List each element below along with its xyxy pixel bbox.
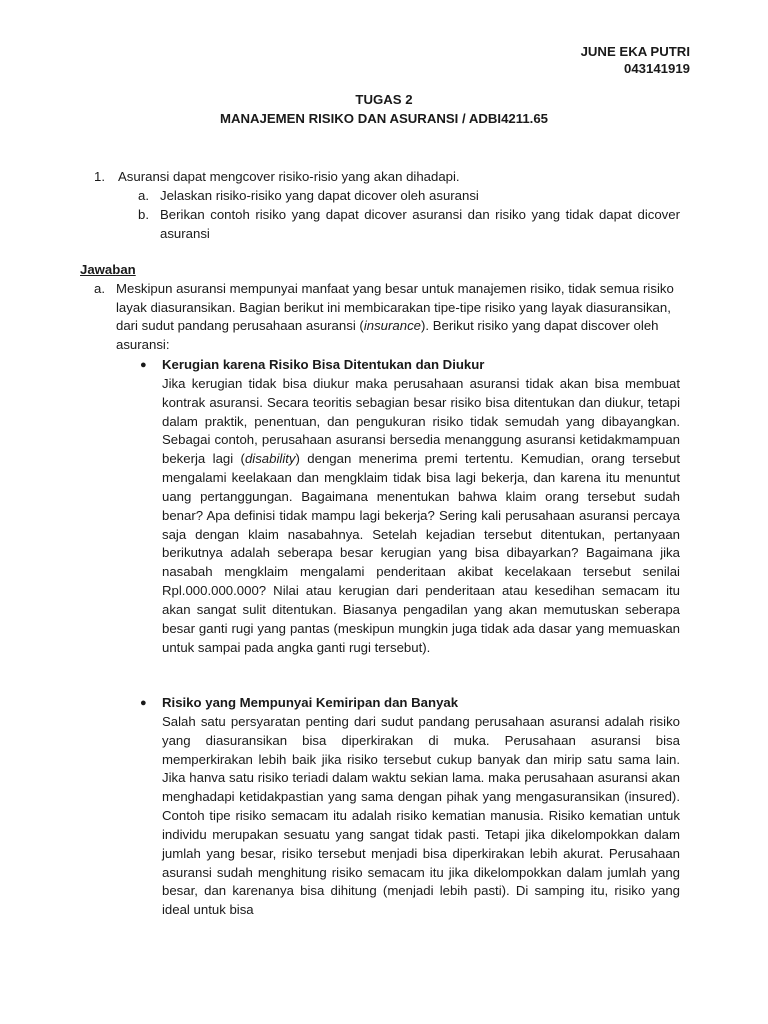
- question-number: 1.: [94, 169, 105, 184]
- student-id: 043141919: [623, 61, 690, 76]
- bullet-icon: ●: [140, 697, 147, 709]
- sub-question-text: Jelaskan risiko-risiko yang dapat dicover oleh asuransi: [160, 188, 479, 203]
- answer-label: a.: [94, 281, 105, 296]
- answer-intro: [116, 280, 688, 354]
- body-italic: disability: [244, 451, 296, 467]
- body-text: Salah satu persyaratan penting dari sudut pandang perusahaan asuransi adalah risiko yang diasuransikan bisa diperkirakan di muka. Perusahaan asuransi bisa memperkirakan lebih baik jika risiko tersebut cukup banyak dan mirip satu sama lain. Jika hanva satu risiko teriadi dalam waktu sekian lama. maka perusahaan asuransi akan menghadapi ketidakpastian yang sama dengan pihak yang mengasuransikan (insured). Contoh tipe risiko semacam itu adalah risiko kematian manusia. Risiko kematian untuk individu merupakan sesuatu yang sangat tidak pasti. Tetapi jika dikelompokkan dalam jumlah yang besar, risiko tersebut menjadi bisa diperkirakan lebih akurat. Perusahaan asuransi sudah menghitung risiko semacam itu jika dikelompokkan dalam jumlah yang besar, dan karenanya bisa dihitung (menjadi lebih pasti). Di samping itu, risiko yang ideal untuk bisa: [162, 713, 680, 918]
- sub-question-b: [138, 205, 694, 243]
- body-text-end: ) dengan menerima premi tertentu. Kemudian, orang tersebut mengalami keelakaan dan mengklaim tidak bisa lagi bekerja, dan karena itu menuntut uang pertanggungan. Bagaimana menentukan bahwa klaim orang tersebut sudah benar? Apa definisi tidak mampu lagi bekerja? Sering kali perusahaan asuransi percaya saja dengan klaim nasabahnya. Setelah kejadian tersebut ditentukan, pertanyaan berikutnya adalah seberapa besar kerugian yang bisa dibayarkan? Bagaimana jika nasabah mengklaim mengalami penderitaan akibat kecelakaan tersebut senilai Rpl.000.000.000? Nilai atau kerugian dari penderitaan atau kesedihan semacam itu akan sangat sulit ditentukan. Biasanya pengadilan yang akan memutuskan seberapa besar ganti rugi yang pantas (meskipun mungkin juga tidak ada dasar yang memuaskan untuk sampai pada angka ganti rugi tersebut).: [162, 451, 680, 655]
- question-row: [94, 167, 694, 186]
- bullet-point: [140, 694, 680, 920]
- question-block: [94, 167, 694, 243]
- intro-italic: insurance: [363, 318, 421, 334]
- sub-question-a: [138, 186, 694, 205]
- question-text: Asuransi dapat mengcover risiko-risio yang akan dihadapi.: [118, 169, 460, 184]
- intro-text: Meskipun asuransi mempunyai manfaat yang besar untuk manajemen risiko, tidak semua risiko layak diasuransikan. Bagian berikut ini membicarakan tipe-tipe risiko yang layak diasuransikan, dari sudut pandang perusahaan asuransi (: [116, 281, 674, 334]
- bullet-title: Risiko yang Mempunyai Kemiripan dan Banyak: [162, 695, 459, 710]
- sub-question-text: Berikan contoh risiko yang dapat dicover asuransi dan risiko yang tidak dapat dicover asuransi: [160, 207, 680, 241]
- answer-heading: Jawaban: [80, 262, 136, 277]
- bullet-body: [162, 375, 680, 658]
- bullet-icon: ●: [140, 359, 147, 371]
- sub-question-label: b.: [138, 207, 149, 222]
- intro-text-end: ). Berikut risiko yang dapat discover oleh asuransi:: [116, 318, 659, 352]
- body-text: Jika kerugian tidak bisa diukur maka perusahaan asuransi tidak akan bisa membuat kontrak asuransi. Secara teoritis sebagian besar risiko bisa ditentukan dan diukur, tetapi dalam praktik, penentuan, dan pengukuran risiko tidak semudah yang dibayangkan. Sebagai contoh, perusahaan asuransi bersedia menanggung asuransi ketidakmampuan bekerja lagi (: [162, 375, 680, 467]
- author-block: [581, 43, 690, 77]
- course-title: MANAJEMEN RISIKO DAN ASURANSI / ADBI4211.65: [219, 111, 549, 126]
- author-name: JUNE EKA PUTRI: [580, 44, 690, 59]
- sub-question-label: a.: [138, 188, 149, 203]
- answer-intro-block: [94, 280, 694, 354]
- bullet-body: [162, 713, 680, 920]
- bullet-point: [140, 356, 680, 658]
- assignment-title: TUGAS 2: [355, 92, 413, 107]
- bullet-title: Kerugian karena Risiko Bisa Ditentukan dan Diukur: [162, 357, 485, 372]
